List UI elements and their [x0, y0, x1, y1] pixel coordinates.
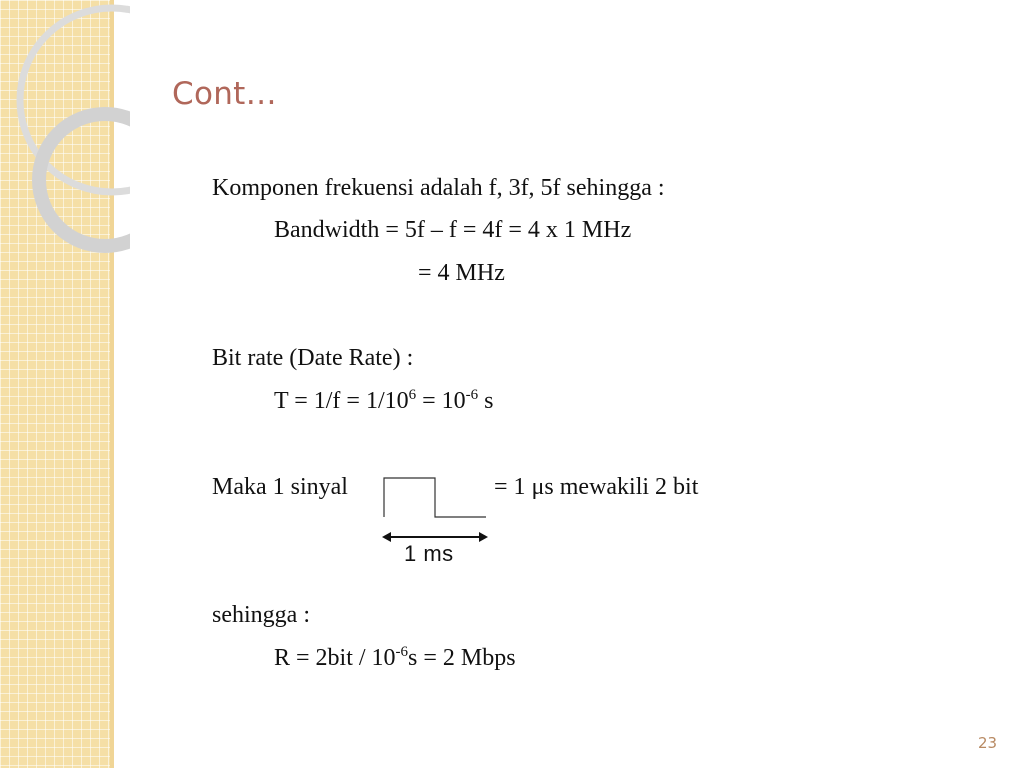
square-wave-diagram	[376, 470, 496, 550]
text-therefore: sehingga :	[212, 602, 310, 628]
text-period-formula: $T = 1/f = 1/10^6 = 10^{-6}$ s	[274, 387, 494, 414]
text-frequency-components: Komponen frekuensi adalah f, 3f, 5f sehingga :	[212, 175, 665, 201]
text-signal-duration: = 1 μs mewakili 2 bit	[494, 474, 699, 500]
period-arrow-right-head	[479, 532, 488, 542]
text-bandwidth-result: = 4 MHz	[418, 260, 505, 286]
text-bandwidth-formula: Bandwidth = 5f – f = 4f = 4 x 1 MHz	[274, 217, 632, 243]
page-number: 23	[978, 734, 998, 752]
lower-ring	[39, 114, 130, 246]
period-arrow-left-head	[382, 532, 391, 542]
decorative-rings	[0, 0, 130, 260]
slide-title: Cont…	[172, 76, 277, 112]
text-rate-formula: $R = 2bit / 10^{-6}s = 2$ Mbps	[274, 644, 516, 671]
text-bit-rate-heading: Bit rate (Date Rate) :	[212, 345, 414, 371]
square-wave	[384, 478, 486, 517]
text-signal-intro: Maka 1 sinyal	[212, 474, 348, 500]
signal-period-label: 1 ms	[404, 541, 454, 566]
